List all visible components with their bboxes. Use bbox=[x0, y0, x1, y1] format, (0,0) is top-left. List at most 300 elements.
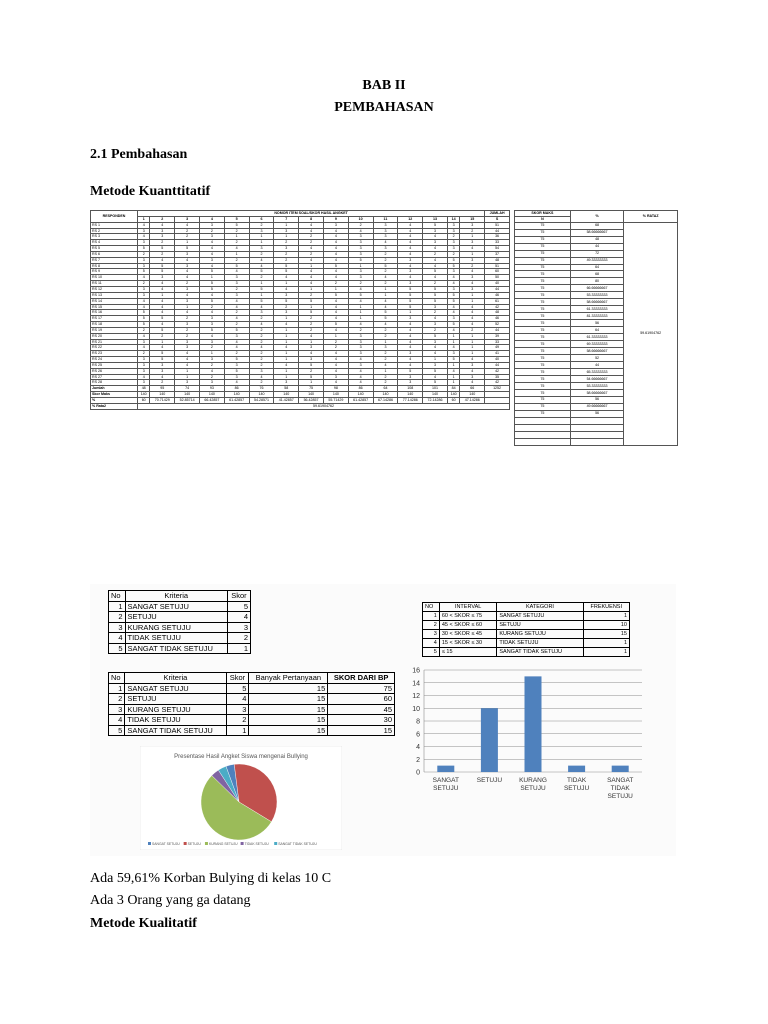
score-cell: 3 bbox=[199, 357, 224, 363]
column-header: Kriteria bbox=[125, 591, 227, 602]
item-number: 12 bbox=[398, 216, 423, 222]
respondent-id: RS 14 bbox=[91, 298, 138, 304]
table-cell: 3 bbox=[226, 704, 249, 715]
score-cell: 4 bbox=[323, 351, 348, 357]
score-cell: 5 bbox=[398, 298, 423, 304]
score-cell: 3 bbox=[460, 374, 485, 380]
summary-cell: 56.42857 bbox=[299, 398, 324, 404]
score-cell: 3 bbox=[150, 234, 175, 240]
respondent-id: RS 22 bbox=[91, 345, 138, 351]
item-number: 7 bbox=[274, 216, 299, 222]
score-cell: 3 bbox=[348, 246, 373, 252]
summary-cell: 95 bbox=[150, 386, 175, 392]
score-cell: 4 bbox=[460, 380, 485, 386]
score-cell: 3 bbox=[447, 351, 459, 357]
score-cell: 4 bbox=[423, 263, 448, 269]
score-cell: 3 bbox=[150, 228, 175, 234]
score-cell: 4 bbox=[460, 357, 485, 363]
row-total: 48 bbox=[485, 257, 510, 263]
n-header: N bbox=[515, 216, 571, 222]
score-cell: 1 bbox=[373, 292, 398, 298]
score-cell: 4 bbox=[323, 275, 348, 281]
score-cell: 5 bbox=[447, 292, 459, 298]
score-cell: 1 bbox=[175, 304, 200, 310]
pct-value: 56 bbox=[570, 396, 624, 403]
table-row bbox=[109, 643, 251, 654]
score-cell: 1 bbox=[249, 281, 274, 287]
column-header: Skor bbox=[227, 591, 250, 602]
score-cell: 5 bbox=[150, 269, 175, 275]
score-cell: 2 bbox=[299, 316, 324, 322]
item-number: 8 bbox=[299, 216, 324, 222]
score-cell: 1 bbox=[447, 339, 459, 345]
score-cell: 1 bbox=[348, 263, 373, 269]
score-cell: 2 bbox=[150, 333, 175, 339]
score-cell: 4 bbox=[199, 251, 224, 257]
bp-table bbox=[108, 672, 395, 736]
score-cell: 3 bbox=[423, 339, 448, 345]
item-number: 4 bbox=[199, 216, 224, 222]
column-header: SKOR DARI BP bbox=[328, 673, 395, 684]
pct-value: 72 bbox=[570, 250, 624, 257]
respondent-id: RS 13 bbox=[91, 292, 138, 298]
summary-label: Jumlah bbox=[91, 386, 138, 392]
table-cell: SANGAT SETUJU bbox=[125, 683, 226, 694]
respondent-id: RS 7 bbox=[91, 257, 138, 263]
score-cell: 1 bbox=[274, 351, 299, 357]
pct-value: 53.33333333 bbox=[570, 292, 624, 299]
score-cell: 3 bbox=[447, 316, 459, 322]
score-cell: 2 bbox=[348, 222, 373, 228]
score-cell: 2 bbox=[224, 257, 249, 263]
pct-value: 54.66666667 bbox=[570, 376, 624, 383]
score-cell: 3 bbox=[398, 316, 423, 322]
table-row bbox=[423, 612, 630, 621]
score-cell: 3 bbox=[460, 257, 485, 263]
table-cell: SANGAT TIDAK SETUJU bbox=[125, 725, 226, 736]
score-cell: 5 bbox=[299, 298, 324, 304]
score-cell: 5 bbox=[398, 286, 423, 292]
score-cell: 5 bbox=[299, 374, 324, 380]
score-cell: 4 bbox=[224, 269, 249, 275]
table-cell: 45 < SKOR ≤ 60 bbox=[439, 621, 497, 630]
score-cell: 4 bbox=[299, 281, 324, 287]
summary-cell: 86 bbox=[224, 386, 249, 392]
table-cell: 10 bbox=[583, 621, 629, 630]
score-cell: 3 bbox=[175, 339, 200, 345]
score-cell: 4 bbox=[323, 251, 348, 257]
score-cell: 4 bbox=[423, 345, 448, 351]
score-cell: 4 bbox=[348, 357, 373, 363]
pct-rata-value: 59.61904762 bbox=[624, 222, 678, 445]
score-cell: 3 bbox=[460, 275, 485, 281]
table-cell: SANGAT TIDAK SETUJU bbox=[497, 648, 583, 657]
respondent-id: RS 12 bbox=[91, 286, 138, 292]
table-row bbox=[423, 621, 630, 630]
score-cell: 3 bbox=[150, 362, 175, 368]
y-tick-label: 2 bbox=[416, 756, 420, 764]
y-tick-label: 12 bbox=[412, 693, 420, 700]
score-cell: 4 bbox=[274, 322, 299, 328]
pct-value: 48 bbox=[570, 236, 624, 243]
score-cell: 4 bbox=[199, 240, 224, 246]
score-cell: 1 bbox=[299, 304, 324, 310]
chapter-label: BAB II bbox=[362, 78, 406, 93]
table-cell: TIDAK SETUJU bbox=[125, 633, 227, 644]
summary-cell: 140 bbox=[224, 392, 249, 398]
row-total: 46 bbox=[485, 292, 510, 298]
jumlah-header: JUMLAH bbox=[485, 211, 510, 217]
row-total: 49 bbox=[485, 345, 510, 351]
score-cell: 2 bbox=[224, 240, 249, 246]
score-cell: 4 bbox=[224, 298, 249, 304]
pct-header: % bbox=[570, 211, 624, 223]
score-cell: 2 bbox=[150, 240, 175, 246]
score-cell: 5 bbox=[423, 333, 448, 339]
score-cell: 1 bbox=[299, 339, 324, 345]
score-cell: 5 bbox=[150, 263, 175, 269]
table-row bbox=[109, 715, 395, 726]
score-cell: 3 bbox=[224, 281, 249, 287]
max-score: 75 bbox=[515, 243, 571, 250]
score-cell: 1 bbox=[460, 333, 485, 339]
column-header: KATEGORI bbox=[497, 603, 583, 612]
score-cell: 4 bbox=[299, 222, 324, 228]
pct-value: 81.33333333 bbox=[570, 313, 624, 320]
score-cell: 1 bbox=[323, 333, 348, 339]
score-cell: 4 bbox=[299, 257, 324, 263]
respondent-id: RS 27 bbox=[91, 374, 138, 380]
score-cell: 2 bbox=[299, 240, 324, 246]
score-cell: 1 bbox=[175, 368, 200, 374]
max-score: 75 bbox=[515, 264, 571, 271]
score-cell: 4 bbox=[323, 368, 348, 374]
score-cell: 3 bbox=[373, 246, 398, 252]
score-cell: 4 bbox=[447, 368, 459, 374]
score-cell: 3 bbox=[224, 292, 249, 298]
score-cell: 1 bbox=[447, 380, 459, 386]
score-cell: 5 bbox=[423, 286, 448, 292]
score-cell: 2 bbox=[249, 275, 274, 281]
item-number: 5 bbox=[224, 216, 249, 222]
score-cell: 1 bbox=[175, 374, 200, 380]
score-cell: 4 bbox=[249, 322, 274, 328]
summary-cell: 52.85714 bbox=[175, 398, 200, 404]
score-cell: 4 bbox=[249, 257, 274, 263]
score-cell: 4 bbox=[398, 345, 423, 351]
column-header: Skor bbox=[226, 673, 249, 684]
y-tick-label: 10 bbox=[412, 705, 420, 713]
column-header: No bbox=[109, 673, 125, 684]
max-score: 75 bbox=[515, 229, 571, 236]
score-cell: 3 bbox=[138, 368, 150, 374]
score-cell: 2 bbox=[274, 304, 299, 310]
summary-cell: 140 bbox=[299, 392, 324, 398]
pct-rata-header: % RATAZ bbox=[624, 211, 678, 223]
row-total: 46 bbox=[485, 316, 510, 322]
max-score: 75 bbox=[515, 355, 571, 362]
score-cell: 4 bbox=[150, 322, 175, 328]
score-cell: 4 bbox=[249, 345, 274, 351]
table-cell: 2 bbox=[227, 633, 250, 644]
table-cell: 15 bbox=[249, 715, 328, 726]
table-cell: 60 bbox=[328, 694, 395, 705]
respondent-id: RS 17 bbox=[91, 316, 138, 322]
score-cell: 3 bbox=[199, 380, 224, 386]
score-cell: 3 bbox=[323, 222, 348, 228]
row-total: 51 bbox=[485, 263, 510, 269]
score-cell: 5 bbox=[373, 263, 398, 269]
max-score: 75 bbox=[515, 334, 571, 341]
score-cell: 4 bbox=[249, 374, 274, 380]
score-cell: 4 bbox=[138, 275, 150, 281]
score-cell: 3 bbox=[150, 368, 175, 374]
max-score: 75 bbox=[515, 285, 571, 292]
table-cell: 1 bbox=[583, 612, 629, 621]
score-cell: 3 bbox=[348, 345, 373, 351]
legend-swatch bbox=[241, 842, 244, 845]
summary-cell: 140 bbox=[249, 392, 274, 398]
rata-row bbox=[91, 403, 510, 409]
row-total: 36 bbox=[485, 234, 510, 240]
item-number: 15 bbox=[460, 216, 485, 222]
score-cell: 2 bbox=[423, 310, 448, 316]
max-score: 75 bbox=[515, 320, 571, 327]
score-cell: 5 bbox=[274, 263, 299, 269]
pct-value: 58.66666667 bbox=[570, 229, 624, 236]
score-cell: 3 bbox=[249, 228, 274, 234]
pct-value: 68 bbox=[570, 271, 624, 278]
max-score: 75 bbox=[515, 362, 571, 369]
y-tick-label: 0 bbox=[416, 769, 420, 777]
summary-label: % bbox=[91, 398, 138, 404]
score-cell: 3 bbox=[199, 339, 224, 345]
score-cell: 3 bbox=[249, 310, 274, 316]
table-cell: 15 bbox=[249, 683, 328, 694]
score-cell: 1 bbox=[373, 286, 398, 292]
score-cell: 4 bbox=[138, 345, 150, 351]
score-cell: 2 bbox=[373, 257, 398, 263]
score-cell: 5 bbox=[398, 292, 423, 298]
column-header: INTERVAL bbox=[439, 603, 497, 612]
score-cell: 4 bbox=[323, 257, 348, 263]
score-cell: 2 bbox=[299, 251, 324, 257]
score-cell: 5 bbox=[348, 292, 373, 298]
score-cell: 3 bbox=[138, 286, 150, 292]
score-cell: 4 bbox=[398, 222, 423, 228]
row-total: 42 bbox=[485, 368, 510, 374]
table-cell: 1 bbox=[583, 648, 629, 657]
score-cell: 3 bbox=[199, 322, 224, 328]
score-cell: 1 bbox=[199, 351, 224, 357]
score-cell: 2 bbox=[224, 286, 249, 292]
item-number: 10 bbox=[348, 216, 373, 222]
table-cell: SANGAT SETUJU bbox=[125, 601, 227, 612]
pct-value: 58.66666667 bbox=[570, 299, 624, 306]
score-cell: 4 bbox=[249, 304, 274, 310]
legend-swatch bbox=[148, 842, 151, 845]
score-cell: 2 bbox=[249, 333, 274, 339]
respondent-id: RS 24 bbox=[91, 357, 138, 363]
row-total: 44 bbox=[485, 286, 510, 292]
summary-cell: 140 bbox=[398, 392, 423, 398]
score-cell: 2 bbox=[373, 351, 398, 357]
table-cell: 2 bbox=[109, 694, 125, 705]
table-row bbox=[109, 601, 251, 612]
score-cell: 3 bbox=[224, 333, 249, 339]
score-cell: 3 bbox=[138, 292, 150, 298]
score-cell: 2 bbox=[373, 269, 398, 275]
finding-paragraph-1: Ada 59,61% Korban Bulying di kelas 10 C bbox=[90, 871, 332, 886]
table-cell: 60 < SKOR ≤ 75 bbox=[439, 612, 497, 621]
table-cell: 2 bbox=[226, 715, 249, 726]
row-total: 35 bbox=[485, 374, 510, 380]
score-cell: 5 bbox=[323, 263, 348, 269]
pct-value: 44 bbox=[570, 362, 624, 369]
max-score: 75 bbox=[515, 222, 571, 229]
score-cell: 5 bbox=[224, 368, 249, 374]
summary-cell: 93 bbox=[199, 386, 224, 392]
score-cell: 4 bbox=[460, 310, 485, 316]
table-cell: SANGAT SETUJU bbox=[497, 612, 583, 621]
table-cell: 5 bbox=[423, 648, 440, 657]
score-cell: 3 bbox=[423, 304, 448, 310]
score-cell: 5 bbox=[423, 269, 448, 275]
table-cell: 15 bbox=[328, 725, 395, 736]
score-cell: 3 bbox=[175, 251, 200, 257]
score-cell: 1 bbox=[460, 339, 485, 345]
score-cell: 4 bbox=[323, 228, 348, 234]
score-cell: 5 bbox=[423, 380, 448, 386]
score-cell: 5 bbox=[138, 322, 150, 328]
pct-value: 68 bbox=[570, 222, 624, 229]
score-cell: 4 bbox=[299, 351, 324, 357]
score-cell: 5 bbox=[447, 322, 459, 328]
score-cell: 1 bbox=[460, 345, 485, 351]
score-cell: 3 bbox=[373, 228, 398, 234]
score-cell: 3 bbox=[274, 310, 299, 316]
legend-label: TIDAK SETUJU bbox=[244, 842, 269, 846]
score-cell: 4 bbox=[323, 234, 348, 240]
table-row bbox=[423, 630, 630, 639]
row-total: 50 bbox=[485, 275, 510, 281]
score-cell: 3 bbox=[423, 228, 448, 234]
score-cell: 4 bbox=[150, 286, 175, 292]
score-cell: 3 bbox=[348, 234, 373, 240]
table-cell: 1 bbox=[109, 683, 125, 694]
score-cell: 5 bbox=[447, 357, 459, 363]
score-cell: 1 bbox=[274, 327, 299, 333]
score-cell: 5 bbox=[398, 368, 423, 374]
score-cell: 5 bbox=[447, 263, 459, 269]
x-tick-label: SANGAT bbox=[607, 777, 634, 784]
score-cell: 2 bbox=[138, 327, 150, 333]
summary-cell: 101 bbox=[423, 386, 448, 392]
score-cell: 4 bbox=[138, 222, 150, 228]
summary-cell: 140 bbox=[274, 392, 299, 398]
table-cell: 15 bbox=[249, 694, 328, 705]
item-number: 11 bbox=[373, 216, 398, 222]
score-cell: 2 bbox=[423, 327, 448, 333]
table-cell: SETUJU bbox=[125, 612, 227, 623]
summary-cell: 66.42857 bbox=[199, 398, 224, 404]
pct-value: 49.66666667 bbox=[570, 403, 624, 410]
table-cell: 1 bbox=[226, 725, 249, 736]
score-cell: 4 bbox=[175, 257, 200, 263]
pct-value: 61.33333333 bbox=[570, 334, 624, 341]
score-cell: 3 bbox=[138, 357, 150, 363]
score-cell: 1 bbox=[274, 316, 299, 322]
score-cell: 2 bbox=[323, 345, 348, 351]
score-cell: 5 bbox=[150, 327, 175, 333]
score-cell: 4 bbox=[323, 310, 348, 316]
rata-value: 59.61904762 bbox=[138, 403, 510, 409]
row-total: 60 bbox=[485, 269, 510, 275]
score-cell: 1 bbox=[348, 304, 373, 310]
score-cell: 5 bbox=[175, 246, 200, 252]
respondent-id: RS 23 bbox=[91, 351, 138, 357]
score-cell: 4 bbox=[447, 275, 459, 281]
score-cell: 3 bbox=[447, 228, 459, 234]
score-cell: 1 bbox=[447, 333, 459, 339]
pct-value: 56 bbox=[570, 410, 624, 417]
row-total: 42 bbox=[485, 380, 510, 386]
max-score: 75 bbox=[515, 348, 571, 355]
table-cell: 4 bbox=[109, 715, 125, 726]
score-cell: 4 bbox=[323, 357, 348, 363]
score-cell: 5 bbox=[249, 286, 274, 292]
score-cell: 4 bbox=[274, 362, 299, 368]
score-cell: 3 bbox=[150, 275, 175, 281]
summary-cell: 140 bbox=[199, 392, 224, 398]
score-cell: 4 bbox=[348, 298, 373, 304]
row-total: 51 bbox=[485, 222, 510, 228]
table-cell: 30 bbox=[328, 715, 395, 726]
respondent-id: RS 16 bbox=[91, 310, 138, 316]
method-qual-heading: Metode Kualitatif bbox=[90, 916, 197, 931]
score-cell: 2 bbox=[274, 240, 299, 246]
max-score: 75 bbox=[515, 403, 571, 410]
score-cell: 4 bbox=[398, 333, 423, 339]
score-cell: 4 bbox=[460, 281, 485, 287]
summary-cell: 70.71429 bbox=[150, 398, 175, 404]
score-cell: 5 bbox=[373, 310, 398, 316]
row-total: 39 bbox=[485, 333, 510, 339]
score-cell: 2 bbox=[348, 281, 373, 287]
score-cell: 5 bbox=[447, 298, 459, 304]
score-cell: 4 bbox=[398, 339, 423, 345]
score-cell: 2 bbox=[447, 251, 459, 257]
score-cell: 3 bbox=[398, 257, 423, 263]
score-cell: 4 bbox=[398, 228, 423, 234]
summary-cell: 64 bbox=[373, 386, 398, 392]
table-row bbox=[109, 633, 251, 644]
x-tick-label: SETUJU bbox=[433, 785, 459, 792]
summary-cell: 77.14286 bbox=[398, 398, 423, 404]
score-cell: 3 bbox=[138, 380, 150, 386]
score-cell: 3 bbox=[348, 362, 373, 368]
score-cell: 1 bbox=[150, 339, 175, 345]
y-tick-label: 4 bbox=[416, 744, 420, 751]
score-cell: 4 bbox=[299, 333, 324, 339]
max-score: 75 bbox=[515, 250, 571, 257]
score-cell: 2 bbox=[224, 351, 249, 357]
score-cell: 2 bbox=[373, 374, 398, 380]
score-cell: 4 bbox=[348, 374, 373, 380]
legend-label: SETUJU bbox=[187, 842, 201, 846]
score-cell: 4 bbox=[447, 310, 459, 316]
score-cell: 4 bbox=[199, 246, 224, 252]
